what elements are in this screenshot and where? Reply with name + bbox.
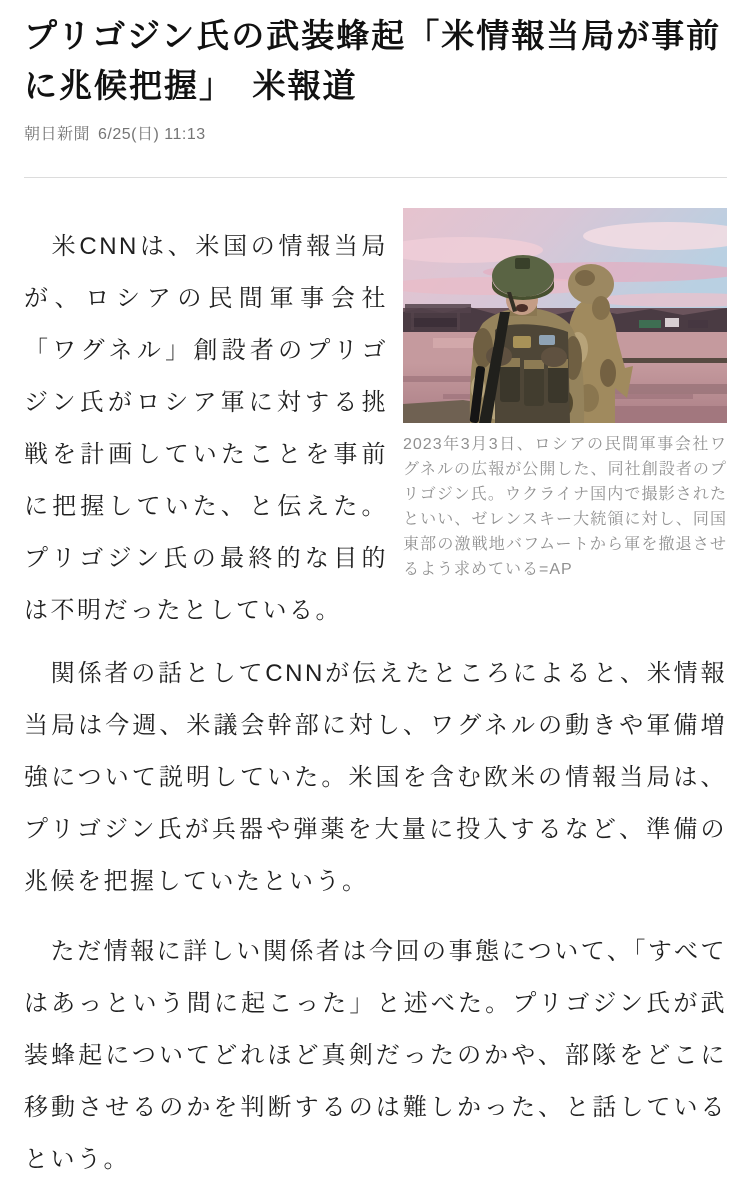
article-figure (403, 208, 727, 582)
article-page (0, 11, 751, 1198)
byline-source: 朝日新聞 (24, 126, 91, 143)
photo-illustration (403, 208, 727, 423)
lead-section (24, 208, 727, 637)
section-divider (24, 177, 727, 178)
body-paragraph: ただ情報に詳しい関係者は今回の事態について、「すべてはあっという間に起こった」と述べた。プリゴジン氏が武装蜂起についてどれほど真剣だったのかや、部隊をどこに移動させるのかを判断するのは難しかった、と話しているという。 (24, 938, 727, 1173)
byline-datetime: 6/25(日) 11:13 (98, 126, 206, 143)
photo-caption: 2023年3月3日、ロシアの民間軍事会社ワグネルの広報が公開した、同社創設者のプリゴジン氏。ウクライナ国内で撮影されたといい、ゼレンスキー大統領に対し、同国東部の激戦地バフムートから軍を撤退させるよう求めている=AP (403, 436, 727, 578)
lead-paragraph: 米CNNは、米国の情報当局が、ロシアの民間軍事会社「ワグネル」創設者のプリゴジン氏がロシア軍に対する挑戦を計画していたことを事前に把握していた、と伝えた。プリゴジン氏の最終的な目的は不明だったとしている。 (24, 233, 388, 624)
byline (24, 124, 727, 146)
body-paragraph: 関係者の話としてCNNが伝えたところによると、米情報当局は今週、米議会幹部に対し、ワグネルの動きや軍備増強について説明していた。米国を含む欧米の情報当局は、プリゴジン氏が兵器や弾薬を大量に投入するなど、準備の兆候を把握していたという。 (24, 660, 727, 895)
article-title: プリゴジン氏の武装蜂起「米情報当局が事前に兆候把握」 米報道 (24, 17, 722, 104)
article-photo[interactable] (403, 208, 727, 423)
